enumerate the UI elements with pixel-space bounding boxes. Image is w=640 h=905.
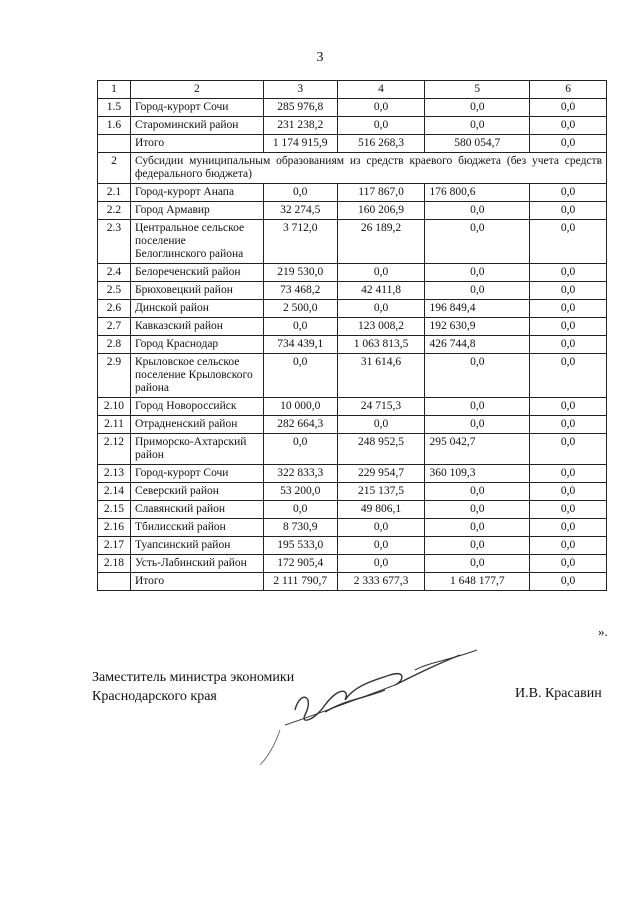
value-cell-col5: 0,0 (425, 519, 530, 537)
table-row (98, 202, 607, 220)
value-cell-col5: 0,0 (425, 220, 530, 264)
row-number-cell: 2.3 (98, 220, 131, 264)
row-number-cell: 2.5 (98, 282, 131, 300)
value-cell-col4: 160 206,9 (337, 202, 425, 220)
name-cell: Город Армавир (130, 202, 263, 220)
position-line: Краснодарского края (92, 689, 217, 704)
value-cell-col4: 31 614,6 (337, 354, 425, 398)
name-cell: Центральное сельское поселение Белоглинского района (130, 220, 263, 264)
value-cell-col3: 1 174 915,9 (263, 135, 337, 153)
row-number-cell: 1.5 (98, 99, 131, 117)
name-cell: Славянский район (130, 501, 263, 519)
table-row (98, 99, 607, 117)
value-cell-col6: 0,0 (530, 465, 607, 483)
row-number-cell: 2.8 (98, 336, 131, 354)
value-cell-col5: 176 800,6 (425, 184, 530, 202)
value-cell-col6: 0,0 (530, 99, 607, 117)
name-cell: Северский район (130, 483, 263, 501)
value-cell-col3: 285 976,8 (263, 99, 337, 117)
header-row (98, 81, 607, 99)
value-cell-col6: 0,0 (530, 519, 607, 537)
table-row (98, 117, 607, 135)
value-cell-col4: 0,0 (337, 537, 425, 555)
row-number-cell: 2.14 (98, 483, 131, 501)
value-cell-col6: 0,0 (530, 184, 607, 202)
value-cell-col3: 734 439,1 (263, 336, 337, 354)
signatory-name: И.В. Красавин (515, 686, 602, 701)
handwritten-signature (255, 640, 485, 770)
name-cell: Город Новороссийск (130, 398, 263, 416)
value-cell-col5: 0,0 (425, 483, 530, 501)
value-cell-col5: 0,0 (425, 202, 530, 220)
value-cell-col5: 0,0 (425, 555, 530, 573)
table-row (98, 264, 607, 282)
row-number-cell: 2.9 (98, 354, 131, 398)
value-cell-col5: 0,0 (425, 117, 530, 135)
section-title-cell: Субсидии муниципальным образованиям из средств краевого бюджета (без учета средств федерального бюджета) (130, 153, 606, 184)
value-cell-col6: 0,0 (530, 501, 607, 519)
value-cell-col3: 195 533,0 (263, 537, 337, 555)
value-cell-col5: 295 042,7 (425, 434, 530, 465)
value-cell-col3: 3 712,0 (263, 220, 337, 264)
name-cell: Тбилисский район (130, 519, 263, 537)
value-cell-col4: 0,0 (337, 99, 425, 117)
name-cell: Динской район (130, 300, 263, 318)
value-cell-col3: 0,0 (263, 501, 337, 519)
value-cell-col4: 248 952,5 (337, 434, 425, 465)
budget-table-body (98, 81, 607, 591)
value-cell-col4: 0,0 (337, 117, 425, 135)
total-row (98, 573, 607, 591)
name-cell: Усть-Лабинский район (130, 555, 263, 573)
name-cell: Брюховецкий район (130, 282, 263, 300)
value-cell-col4: 0,0 (337, 519, 425, 537)
name-cell: Крыловское сельское поселение Крыловского района (130, 354, 263, 398)
value-cell-col5: 0,0 (425, 537, 530, 555)
row-number-cell: 2.13 (98, 465, 131, 483)
table-row (98, 220, 607, 264)
value-cell-col3: 282 664,3 (263, 416, 337, 434)
name-cell: Белореченский район (130, 264, 263, 282)
header-cell: 5 (425, 81, 530, 99)
budget-table (97, 80, 607, 591)
table-row (98, 555, 607, 573)
value-cell-col4: 24 715,3 (337, 398, 425, 416)
name-cell: Приморско-Ахтарский район (130, 434, 263, 465)
section-row (98, 153, 607, 184)
value-cell-col3: 0,0 (263, 434, 337, 465)
row-number-cell (98, 135, 131, 153)
value-cell-col6: 0,0 (530, 354, 607, 398)
page-number: 3 (316, 50, 324, 65)
table-row (98, 483, 607, 501)
value-cell-col6: 0,0 (530, 282, 607, 300)
value-cell-col3: 10 000,0 (263, 398, 337, 416)
name-cell: Кавказский район (130, 318, 263, 336)
value-cell-col6: 0,0 (530, 300, 607, 318)
value-cell-col3: 0,0 (263, 318, 337, 336)
name-cell: Город-курорт Сочи (130, 465, 263, 483)
value-cell-col6: 0,0 (530, 398, 607, 416)
table-row (98, 354, 607, 398)
value-cell-col4: 0,0 (337, 264, 425, 282)
value-cell-col4: 215 137,5 (337, 483, 425, 501)
value-cell-col5: 196 849,4 (425, 300, 530, 318)
value-cell-col6: 0,0 (530, 117, 607, 135)
name-cell: Город-курорт Анапа (130, 184, 263, 202)
table-row (98, 416, 607, 434)
value-cell-col6: 0,0 (530, 537, 607, 555)
table-row (98, 501, 607, 519)
header-cell: 2 (130, 81, 263, 99)
value-cell-col3: 322 833,3 (263, 465, 337, 483)
value-cell-col6: 0,0 (530, 264, 607, 282)
closing-quote: ». (598, 624, 608, 639)
value-cell-col4: 117 867,0 (337, 184, 425, 202)
table-row (98, 398, 607, 416)
value-cell-col3: 219 530,0 (263, 264, 337, 282)
value-cell-col4: 1 063 813,5 (337, 336, 425, 354)
row-number-cell: 2.18 (98, 555, 131, 573)
value-cell-col3: 0,0 (263, 184, 337, 202)
value-cell-col4: 0,0 (337, 555, 425, 573)
value-cell-col6: 0,0 (530, 416, 607, 434)
value-cell-col4: 0,0 (337, 416, 425, 434)
value-cell-col4: 49 806,1 (337, 501, 425, 519)
value-cell-col5: 1 648 177,7 (425, 573, 530, 591)
value-cell-col3: 172 905,4 (263, 555, 337, 573)
header-cell: 4 (337, 81, 425, 99)
value-cell-col6: 0,0 (530, 555, 607, 573)
row-number-cell (98, 573, 131, 591)
value-cell-col4: 229 954,7 (337, 465, 425, 483)
value-cell-col4: 26 189,2 (337, 220, 425, 264)
value-cell-col6: 0,0 (530, 336, 607, 354)
table-row (98, 282, 607, 300)
table-row (98, 537, 607, 555)
value-cell-col3: 32 274,5 (263, 202, 337, 220)
value-cell-col3: 2 500,0 (263, 300, 337, 318)
name-cell: Туапсинский район (130, 537, 263, 555)
name-cell: Город Краснодар (130, 336, 263, 354)
value-cell-col6: 0,0 (530, 483, 607, 501)
value-cell-col6: 0,0 (530, 318, 607, 336)
value-cell-col6: 0,0 (530, 434, 607, 465)
row-number-cell: 2.2 (98, 202, 131, 220)
value-cell-col4: 0,0 (337, 300, 425, 318)
table-row (98, 336, 607, 354)
value-cell-col6: 0,0 (530, 573, 607, 591)
value-cell-col4: 516 268,3 (337, 135, 425, 153)
value-cell-col5: 0,0 (425, 354, 530, 398)
value-cell-col3: 73 468,2 (263, 282, 337, 300)
value-cell-col5: 0,0 (425, 501, 530, 519)
table-row (98, 318, 607, 336)
row-number-cell: 2.15 (98, 501, 131, 519)
header-cell: 6 (530, 81, 607, 99)
name-cell: Итого (130, 573, 263, 591)
table-row (98, 465, 607, 483)
row-number-cell: 2.16 (98, 519, 131, 537)
value-cell-col6: 0,0 (530, 202, 607, 220)
value-cell-col4: 42 411,8 (337, 282, 425, 300)
value-cell-col3: 0,0 (263, 354, 337, 398)
table-row (98, 300, 607, 318)
value-cell-col3: 2 111 790,7 (263, 573, 337, 591)
row-number-cell: 2.1 (98, 184, 131, 202)
name-cell: Староминский район (130, 117, 263, 135)
row-number-cell: 2.6 (98, 300, 131, 318)
header-cell: 3 (263, 81, 337, 99)
row-number-cell: 2.11 (98, 416, 131, 434)
row-number-cell: 1.6 (98, 117, 131, 135)
value-cell-col6: 0,0 (530, 135, 607, 153)
value-cell-col3: 231 238,2 (263, 117, 337, 135)
value-cell-col5: 0,0 (425, 416, 530, 434)
value-cell-col3: 8 730,9 (263, 519, 337, 537)
row-number-cell: 2.7 (98, 318, 131, 336)
value-cell-col5: 0,0 (425, 264, 530, 282)
name-cell: Отрадненский район (130, 416, 263, 434)
row-number-cell: 2.17 (98, 537, 131, 555)
value-cell-col5: 0,0 (425, 398, 530, 416)
value-cell-col5: 426 744,8 (425, 336, 530, 354)
row-number-cell: 2.10 (98, 398, 131, 416)
table-row (98, 434, 607, 465)
value-cell-col5: 360 109,3 (425, 465, 530, 483)
position-line: Заместитель министра экономики (92, 670, 295, 685)
value-cell-col3: 53 200,0 (263, 483, 337, 501)
value-cell-col6: 0,0 (530, 220, 607, 264)
section-number-cell: 2 (98, 153, 131, 184)
value-cell-col5: 0,0 (425, 99, 530, 117)
value-cell-col5: 192 630,9 (425, 318, 530, 336)
name-cell: Итого (130, 135, 263, 153)
value-cell-col4: 123 008,2 (337, 318, 425, 336)
value-cell-col5: 0,0 (425, 282, 530, 300)
table-row (98, 184, 607, 202)
total-row (98, 135, 607, 153)
header-cell: 1 (98, 81, 131, 99)
table-row (98, 519, 607, 537)
value-cell-col4: 2 333 677,3 (337, 573, 425, 591)
row-number-cell: 2.12 (98, 434, 131, 465)
value-cell-col5: 580 054,7 (425, 135, 530, 153)
name-cell: Город-курорт Сочи (130, 99, 263, 117)
row-number-cell: 2.4 (98, 264, 131, 282)
